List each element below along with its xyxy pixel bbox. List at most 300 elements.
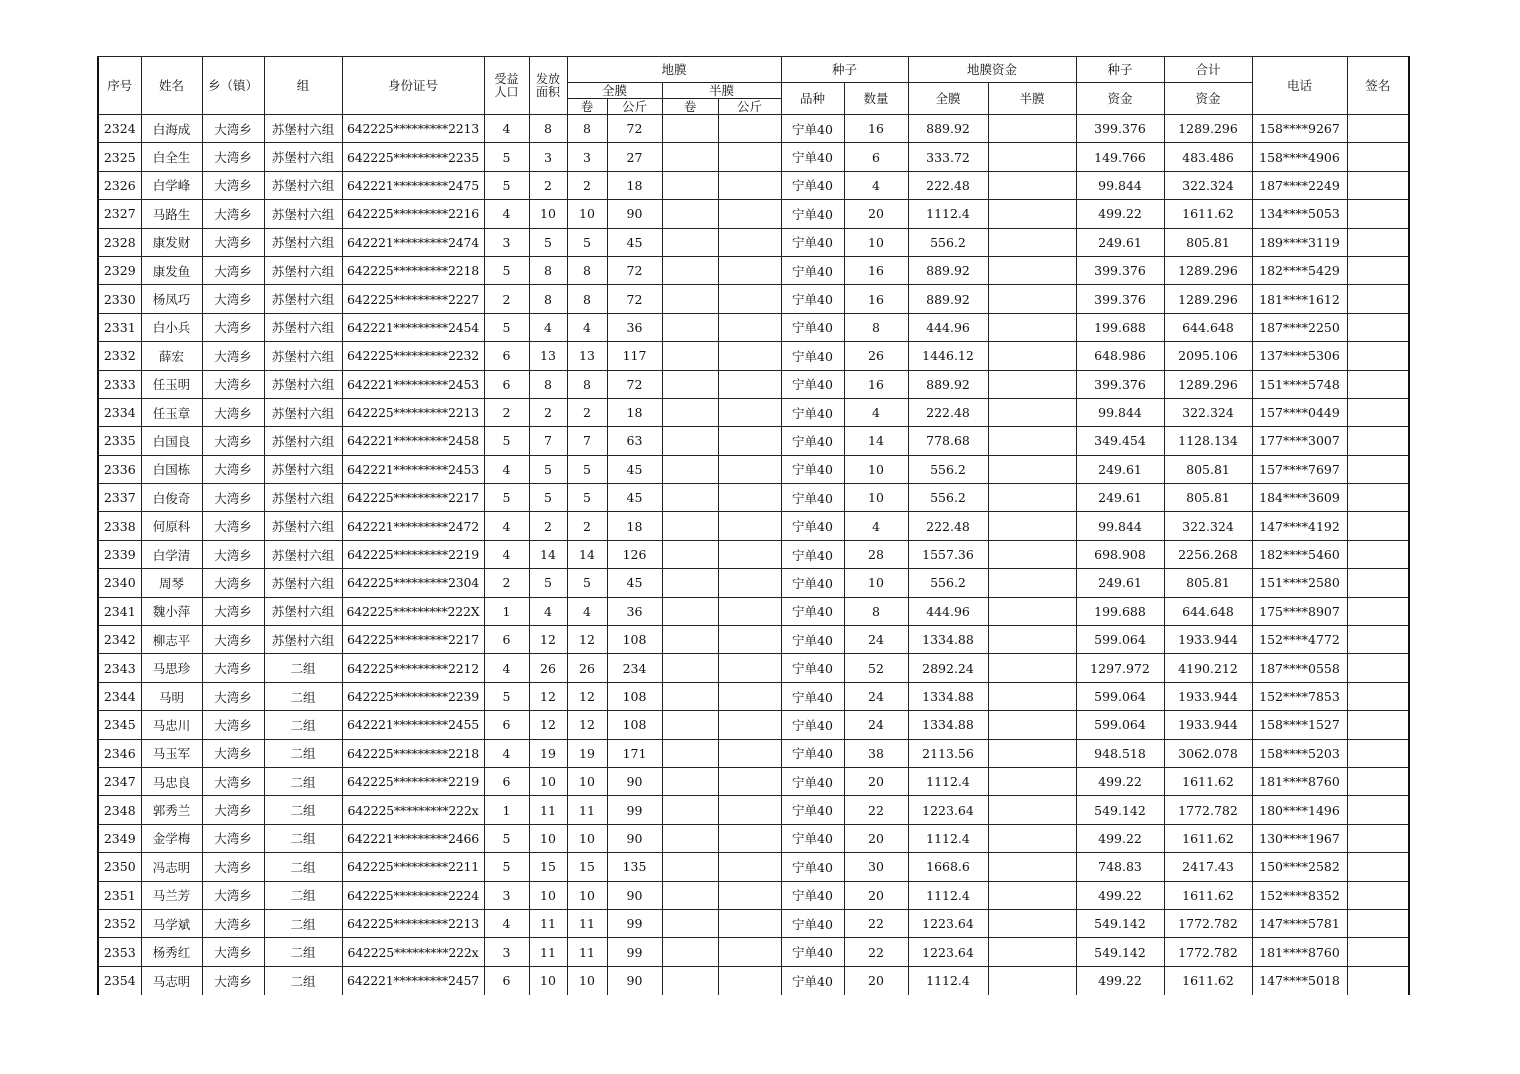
cell-full-roll: 2 <box>567 171 607 199</box>
cell-full-film-funds: 889.92 <box>908 256 988 284</box>
cell-half-kg <box>718 200 781 228</box>
cell-seed-funds: 399.376 <box>1076 256 1164 284</box>
cell-half-roll <box>662 938 718 966</box>
cell-group: 苏堡村六组 <box>264 540 342 568</box>
cell-township: 大湾乡 <box>202 285 264 313</box>
cell-full-film-funds: 444.96 <box>908 597 988 625</box>
cell-half-kg <box>718 682 781 710</box>
cell-seq: 2324 <box>98 115 141 143</box>
cell-half-roll <box>662 767 718 795</box>
cell-township: 大湾乡 <box>202 540 264 568</box>
cell-area: 19 <box>529 739 567 767</box>
cell-seed-funds: 99.844 <box>1076 171 1164 199</box>
header-variety: 品种 <box>781 83 844 115</box>
cell-full-kg: 27 <box>607 143 662 171</box>
cell-name: 马玉军 <box>141 739 202 767</box>
cell-full-kg: 99 <box>607 796 662 824</box>
cell-full-kg: 45 <box>607 569 662 597</box>
cell-variety: 宁单40 <box>781 171 844 199</box>
cell-signature <box>1347 171 1409 199</box>
cell-group: 苏堡村六组 <box>264 256 342 284</box>
cell-variety: 宁单40 <box>781 597 844 625</box>
cell-quantity: 10 <box>844 484 908 512</box>
cell-full-film-funds: 2892.24 <box>908 654 988 682</box>
table-row <box>98 115 1409 143</box>
cell-area: 10 <box>529 881 567 909</box>
cell-variety: 宁单40 <box>781 767 844 795</box>
cell-variety: 宁单40 <box>781 966 844 994</box>
cell-name: 任玉章 <box>141 398 202 426</box>
cell-quantity: 4 <box>844 512 908 540</box>
cell-name: 杨秀红 <box>141 938 202 966</box>
cell-half-kg <box>718 143 781 171</box>
cell-full-kg: 36 <box>607 597 662 625</box>
cell-signature <box>1347 370 1409 398</box>
cell-full-roll: 11 <box>567 938 607 966</box>
cell-half-film-funds <box>988 512 1076 540</box>
distribution-table <box>97 56 1410 995</box>
cell-signature <box>1347 682 1409 710</box>
cell-signature <box>1347 796 1409 824</box>
cell-full-kg: 99 <box>607 938 662 966</box>
cell-seq: 2352 <box>98 909 141 937</box>
cell-full-film-funds: 1223.64 <box>908 909 988 937</box>
cell-id-number: 642225*********2304 <box>342 569 484 597</box>
cell-quantity: 16 <box>844 115 908 143</box>
header-full-film-funds: 全膜 <box>908 83 988 115</box>
cell-full-roll: 12 <box>567 682 607 710</box>
cell-total-funds: 805.81 <box>1164 228 1252 256</box>
cell-id-number: 642221*********2455 <box>342 711 484 739</box>
cell-group: 二组 <box>264 796 342 824</box>
table-row <box>98 881 1409 909</box>
cell-total-funds: 2256.268 <box>1164 540 1252 568</box>
cell-full-roll: 7 <box>567 427 607 455</box>
cell-group: 苏堡村六组 <box>264 569 342 597</box>
table-row <box>98 569 1409 597</box>
cell-full-kg: 108 <box>607 626 662 654</box>
cell-variety: 宁单40 <box>781 115 844 143</box>
cell-half-kg <box>718 455 781 483</box>
cell-quantity: 16 <box>844 256 908 284</box>
cell-total-funds: 1933.944 <box>1164 626 1252 654</box>
cell-name: 马忠良 <box>141 767 202 795</box>
cell-area: 10 <box>529 966 567 994</box>
cell-half-roll <box>662 484 718 512</box>
cell-half-kg <box>718 115 781 143</box>
cell-beneficiaries: 4 <box>484 739 529 767</box>
cell-full-film-funds: 778.68 <box>908 427 988 455</box>
cell-seed-funds: 499.22 <box>1076 200 1164 228</box>
cell-variety: 宁单40 <box>781 398 844 426</box>
cell-half-kg <box>718 739 781 767</box>
cell-phone: 184****3609 <box>1252 484 1347 512</box>
cell-total-funds: 3062.078 <box>1164 739 1252 767</box>
cell-half-kg <box>718 398 781 426</box>
cell-area: 12 <box>529 626 567 654</box>
cell-group: 苏堡村六组 <box>264 228 342 256</box>
header-half-kg: 公斤 <box>718 99 781 115</box>
cell-full-kg: 18 <box>607 171 662 199</box>
cell-half-roll <box>662 853 718 881</box>
cell-half-film-funds <box>988 767 1076 795</box>
cell-variety: 宁单40 <box>781 370 844 398</box>
cell-half-film-funds <box>988 626 1076 654</box>
cell-beneficiaries: 3 <box>484 938 529 966</box>
cell-total-funds: 1772.782 <box>1164 938 1252 966</box>
cell-group: 苏堡村六组 <box>264 115 342 143</box>
cell-half-film-funds <box>988 682 1076 710</box>
cell-beneficiaries: 6 <box>484 626 529 654</box>
cell-beneficiaries: 4 <box>484 115 529 143</box>
cell-group: 二组 <box>264 909 342 937</box>
table-row <box>98 540 1409 568</box>
cell-half-kg <box>718 285 781 313</box>
cell-seq: 2335 <box>98 427 141 455</box>
cell-beneficiaries: 2 <box>484 398 529 426</box>
cell-group: 苏堡村六组 <box>264 200 342 228</box>
cell-phone: 180****1496 <box>1252 796 1347 824</box>
cell-total-funds: 1611.62 <box>1164 200 1252 228</box>
cell-half-roll <box>662 342 718 370</box>
cell-quantity: 24 <box>844 711 908 739</box>
cell-name: 任玉明 <box>141 370 202 398</box>
cell-half-roll <box>662 200 718 228</box>
cell-township: 大湾乡 <box>202 569 264 597</box>
cell-group: 二组 <box>264 654 342 682</box>
cell-id-number: 642225*********2218 <box>342 256 484 284</box>
cell-group: 苏堡村六组 <box>264 455 342 483</box>
cell-total-funds: 322.324 <box>1164 171 1252 199</box>
cell-area: 11 <box>529 796 567 824</box>
cell-full-kg: 18 <box>607 512 662 540</box>
cell-signature <box>1347 569 1409 597</box>
cell-township: 大湾乡 <box>202 484 264 512</box>
cell-township: 大湾乡 <box>202 512 264 540</box>
cell-half-roll <box>662 881 718 909</box>
cell-name: 马明 <box>141 682 202 710</box>
cell-half-roll <box>662 256 718 284</box>
cell-full-film-funds: 1223.64 <box>908 938 988 966</box>
cell-phone: 151****2580 <box>1252 569 1347 597</box>
cell-township: 大湾乡 <box>202 654 264 682</box>
header-phone: 电话 <box>1252 57 1347 115</box>
cell-seed-funds: 249.61 <box>1076 484 1164 512</box>
cell-total-funds: 322.324 <box>1164 512 1252 540</box>
table-body <box>98 115 1409 995</box>
cell-full-roll: 11 <box>567 796 607 824</box>
cell-seq: 2329 <box>98 256 141 284</box>
cell-half-roll <box>662 512 718 540</box>
cell-full-roll: 2 <box>567 512 607 540</box>
table-row <box>98 966 1409 994</box>
cell-signature <box>1347 597 1409 625</box>
cell-seq: 2332 <box>98 342 141 370</box>
cell-area: 8 <box>529 370 567 398</box>
table-row <box>98 143 1409 171</box>
cell-name: 白学峰 <box>141 171 202 199</box>
table-row <box>98 398 1409 426</box>
cell-township: 大湾乡 <box>202 853 264 881</box>
cell-total-funds: 483.486 <box>1164 143 1252 171</box>
cell-full-roll: 10 <box>567 966 607 994</box>
cell-seq: 2338 <box>98 512 141 540</box>
cell-full-kg: 135 <box>607 853 662 881</box>
cell-township: 大湾乡 <box>202 739 264 767</box>
cell-quantity: 30 <box>844 853 908 881</box>
cell-phone: 130****1967 <box>1252 824 1347 852</box>
cell-full-film-funds: 1668.6 <box>908 853 988 881</box>
cell-seq: 2334 <box>98 398 141 426</box>
header-total-top: 合计 <box>1164 57 1252 83</box>
cell-seed-funds: 199.688 <box>1076 597 1164 625</box>
cell-half-roll <box>662 228 718 256</box>
cell-phone: 152****7853 <box>1252 682 1347 710</box>
cell-id-number: 642225*********2219 <box>342 540 484 568</box>
cell-quantity: 20 <box>844 824 908 852</box>
cell-full-film-funds: 889.92 <box>908 115 988 143</box>
cell-full-film-funds: 556.2 <box>908 569 988 597</box>
cell-full-film-funds: 444.96 <box>908 313 988 341</box>
cell-group: 二组 <box>264 853 342 881</box>
cell-signature <box>1347 427 1409 455</box>
cell-variety: 宁单40 <box>781 739 844 767</box>
cell-seed-funds: 199.688 <box>1076 313 1164 341</box>
cell-total-funds: 1611.62 <box>1164 824 1252 852</box>
cell-half-roll <box>662 739 718 767</box>
cell-quantity: 16 <box>844 285 908 313</box>
cell-variety: 宁单40 <box>781 512 844 540</box>
table-row <box>98 796 1409 824</box>
cell-beneficiaries: 5 <box>484 256 529 284</box>
cell-seed-funds: 599.064 <box>1076 711 1164 739</box>
cell-full-film-funds: 1112.4 <box>908 824 988 852</box>
cell-township: 大湾乡 <box>202 626 264 654</box>
cell-township: 大湾乡 <box>202 682 264 710</box>
cell-total-funds: 1289.296 <box>1164 370 1252 398</box>
cell-beneficiaries: 4 <box>484 654 529 682</box>
cell-name: 白小兵 <box>141 313 202 341</box>
cell-name: 白海成 <box>141 115 202 143</box>
cell-id-number: 642221*********2458 <box>342 427 484 455</box>
cell-name: 柳志平 <box>141 626 202 654</box>
cell-group: 二组 <box>264 938 342 966</box>
cell-half-film-funds <box>988 654 1076 682</box>
cell-quantity: 8 <box>844 597 908 625</box>
cell-township: 大湾乡 <box>202 171 264 199</box>
cell-variety: 宁单40 <box>781 313 844 341</box>
cell-seed-funds: 349.454 <box>1076 427 1164 455</box>
cell-area: 2 <box>529 398 567 426</box>
cell-id-number: 642221*********2472 <box>342 512 484 540</box>
header-id-number: 身份证号 <box>342 57 484 115</box>
cell-full-film-funds: 1334.88 <box>908 711 988 739</box>
cell-seq: 2325 <box>98 143 141 171</box>
cell-seed-funds: 249.61 <box>1076 228 1164 256</box>
cell-full-kg: 18 <box>607 398 662 426</box>
cell-phone: 187****2249 <box>1252 171 1347 199</box>
header-half-film-funds: 半膜 <box>988 83 1076 115</box>
cell-half-roll <box>662 143 718 171</box>
cell-full-film-funds: 1112.4 <box>908 881 988 909</box>
cell-full-kg: 108 <box>607 711 662 739</box>
cell-total-funds: 644.648 <box>1164 597 1252 625</box>
cell-group: 二组 <box>264 824 342 852</box>
cell-quantity: 24 <box>844 626 908 654</box>
cell-beneficiaries: 2 <box>484 285 529 313</box>
cell-full-film-funds: 222.48 <box>908 171 988 199</box>
cell-area: 15 <box>529 853 567 881</box>
header-township: 乡（镇） <box>202 57 264 115</box>
cell-name: 马路生 <box>141 200 202 228</box>
cell-name: 白国栋 <box>141 455 202 483</box>
cell-signature <box>1347 484 1409 512</box>
cell-beneficiaries: 5 <box>484 682 529 710</box>
cell-full-roll: 10 <box>567 824 607 852</box>
cell-id-number: 642221*********2454 <box>342 313 484 341</box>
cell-signature <box>1347 313 1409 341</box>
cell-half-kg <box>718 342 781 370</box>
cell-variety: 宁单40 <box>781 853 844 881</box>
cell-seq: 2331 <box>98 313 141 341</box>
cell-seed-funds: 99.844 <box>1076 512 1164 540</box>
cell-half-roll <box>662 796 718 824</box>
cell-area: 8 <box>529 285 567 313</box>
cell-full-roll: 10 <box>567 200 607 228</box>
cell-quantity: 20 <box>844 881 908 909</box>
cell-area: 13 <box>529 342 567 370</box>
cell-signature <box>1347 626 1409 654</box>
table-row <box>98 285 1409 313</box>
cell-group: 二组 <box>264 966 342 994</box>
header-seq: 序号 <box>98 57 141 115</box>
cell-full-roll: 5 <box>567 484 607 512</box>
cell-half-kg <box>718 853 781 881</box>
cell-area: 5 <box>529 228 567 256</box>
cell-full-film-funds: 1446.12 <box>908 342 988 370</box>
cell-variety: 宁单40 <box>781 455 844 483</box>
cell-half-roll <box>662 682 718 710</box>
cell-half-roll <box>662 569 718 597</box>
cell-name: 白全生 <box>141 143 202 171</box>
cell-half-kg <box>718 909 781 937</box>
cell-township: 大湾乡 <box>202 370 264 398</box>
cell-half-roll <box>662 285 718 313</box>
cell-full-roll: 10 <box>567 767 607 795</box>
cell-quantity: 8 <box>844 313 908 341</box>
cell-half-film-funds <box>988 966 1076 994</box>
cell-signature <box>1347 767 1409 795</box>
table-row <box>98 342 1409 370</box>
cell-seed-funds: 698.908 <box>1076 540 1164 568</box>
cell-id-number: 642221*********2466 <box>342 824 484 852</box>
cell-name: 金学梅 <box>141 824 202 852</box>
cell-seed-funds: 499.22 <box>1076 824 1164 852</box>
cell-half-kg <box>718 256 781 284</box>
header-group: 组 <box>264 57 342 115</box>
table-header <box>98 57 1409 115</box>
cell-seed-funds: 549.142 <box>1076 796 1164 824</box>
header-seed-funds-top: 种子 <box>1076 57 1164 83</box>
cell-group: 二组 <box>264 739 342 767</box>
cell-seed-funds: 1297.972 <box>1076 654 1164 682</box>
table-row <box>98 626 1409 654</box>
cell-total-funds: 805.81 <box>1164 484 1252 512</box>
cell-half-kg <box>718 966 781 994</box>
cell-variety: 宁单40 <box>781 200 844 228</box>
cell-area: 26 <box>529 654 567 682</box>
cell-quantity: 26 <box>844 342 908 370</box>
cell-variety: 宁单40 <box>781 711 844 739</box>
cell-full-roll: 5 <box>567 455 607 483</box>
cell-total-funds: 1772.782 <box>1164 909 1252 937</box>
cell-seq: 2336 <box>98 455 141 483</box>
cell-total-funds: 1289.296 <box>1164 256 1252 284</box>
cell-half-film-funds <box>988 455 1076 483</box>
table-row <box>98 824 1409 852</box>
cell-half-film-funds <box>988 342 1076 370</box>
cell-signature <box>1347 398 1409 426</box>
cell-total-funds: 644.648 <box>1164 313 1252 341</box>
cell-total-funds: 1933.944 <box>1164 682 1252 710</box>
cell-township: 大湾乡 <box>202 200 264 228</box>
cell-full-kg: 45 <box>607 455 662 483</box>
table-row <box>98 427 1409 455</box>
cell-full-film-funds: 889.92 <box>908 370 988 398</box>
cell-full-film-funds: 1112.4 <box>908 200 988 228</box>
cell-township: 大湾乡 <box>202 938 264 966</box>
cell-half-film-funds <box>988 938 1076 966</box>
cell-seed-funds: 399.376 <box>1076 285 1164 313</box>
cell-half-roll <box>662 370 718 398</box>
cell-half-film-funds <box>988 285 1076 313</box>
cell-half-kg <box>718 569 781 597</box>
cell-id-number: 642221*********2453 <box>342 455 484 483</box>
cell-township: 大湾乡 <box>202 796 264 824</box>
cell-half-film-funds <box>988 711 1076 739</box>
cell-beneficiaries: 3 <box>484 881 529 909</box>
header-seed-funds: 资金 <box>1076 83 1164 115</box>
cell-half-kg <box>718 427 781 455</box>
cell-township: 大湾乡 <box>202 342 264 370</box>
table-row <box>98 767 1409 795</box>
cell-name: 冯志明 <box>141 853 202 881</box>
cell-seq: 2340 <box>98 569 141 597</box>
cell-seed-funds: 948.518 <box>1076 739 1164 767</box>
cell-variety: 宁单40 <box>781 285 844 313</box>
cell-township: 大湾乡 <box>202 767 264 795</box>
table-row <box>98 853 1409 881</box>
cell-area: 12 <box>529 682 567 710</box>
cell-full-film-funds: 556.2 <box>908 484 988 512</box>
table-row <box>98 228 1409 256</box>
cell-full-roll: 8 <box>567 256 607 284</box>
header-full-film: 全膜 <box>567 83 662 99</box>
cell-beneficiaries: 4 <box>484 455 529 483</box>
cell-full-film-funds: 556.2 <box>908 228 988 256</box>
cell-full-film-funds: 1223.64 <box>908 796 988 824</box>
cell-full-kg: 90 <box>607 966 662 994</box>
table-row <box>98 171 1409 199</box>
cell-phone: 175****8907 <box>1252 597 1347 625</box>
cell-total-funds: 805.81 <box>1164 455 1252 483</box>
cell-area: 5 <box>529 455 567 483</box>
cell-beneficiaries: 4 <box>484 909 529 937</box>
cell-beneficiaries: 1 <box>484 597 529 625</box>
cell-id-number: 642225*********2239 <box>342 682 484 710</box>
cell-full-kg: 72 <box>607 115 662 143</box>
cell-total-funds: 1772.782 <box>1164 796 1252 824</box>
